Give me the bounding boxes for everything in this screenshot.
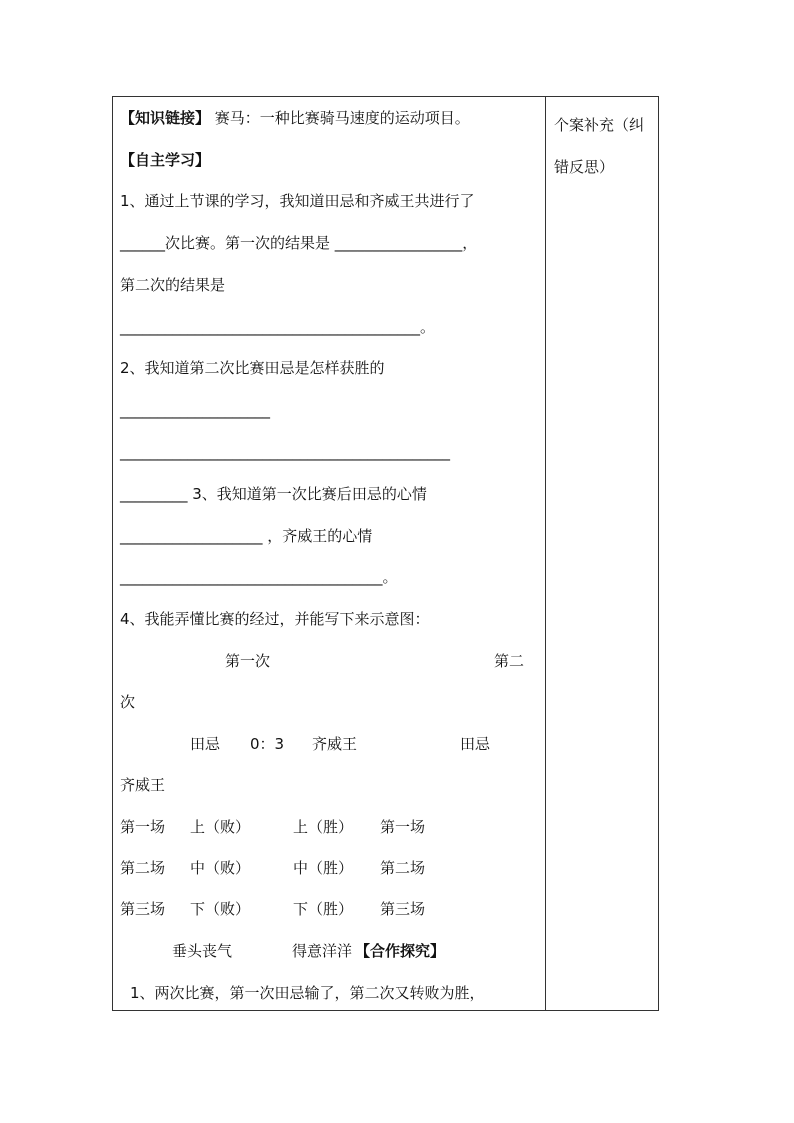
q1-line2: ______次比赛。第一次的结果是 _________________， <box>120 234 478 252</box>
knowledge-label: 【知识链接】 <box>120 109 211 127</box>
row2-b: 中（胜） <box>293 859 354 877</box>
row3-b: 下（胜） <box>293 900 354 918</box>
coop-heading: 【合作探究】 <box>355 942 446 960</box>
q3-line2: ___________________ ，齐威王的心情 <box>120 527 373 545</box>
knowledge-text: 赛马：一种比赛骑马速度的运动项目。 <box>210 109 470 127</box>
q2-line1: 2、我知道第二次比赛田忌是怎样获胜的 <box>120 359 385 377</box>
q3-line3: ___________________________________。 <box>120 568 398 586</box>
row3-left: 第三场 <box>120 900 166 918</box>
row2-left: 第二场 <box>120 859 166 877</box>
row1-a: 上（败） <box>190 818 251 836</box>
q2-line2: ____________________ <box>120 401 270 419</box>
column-divider <box>545 96 546 1011</box>
second-match-label-b: 次 <box>120 693 136 711</box>
row2-right: 第二场 <box>380 859 426 877</box>
mood-qiwei: 得意洋洋 <box>292 942 353 960</box>
q1-line4: ________________________________________。 <box>120 318 436 336</box>
row3-right: 第三场 <box>380 900 426 918</box>
qiwei-second: 齐威王 <box>120 776 166 794</box>
score-first: 0：3 <box>250 735 285 753</box>
row1-right: 第一场 <box>380 818 426 836</box>
mood-tianji: 垂头丧气 <box>172 942 233 960</box>
q3-line1: _________ 3、我知道第一次比赛后田忌的心情 <box>120 485 427 503</box>
q4-line1: 4、我能弄懂比赛的经过，并能写下来示意图： <box>120 610 430 628</box>
row2-a: 中（败） <box>190 859 251 877</box>
first-match-label: 第一次 <box>225 652 271 670</box>
second-match-label-a: 第二 <box>494 652 525 670</box>
tianji-second: 田忌 <box>460 735 491 753</box>
side-note: 个案补充（纠错反思） <box>554 116 645 176</box>
coop-q1: 1、两次比赛，第一次田忌输了，第二次又转败为胜， <box>130 984 485 1002</box>
q1-line3: 第二次的结果是 <box>120 276 226 294</box>
knowledge-link-line <box>120 108 470 128</box>
tianji-first: 田忌 <box>190 735 221 753</box>
row1-b: 上（胜） <box>293 818 354 836</box>
q1-line1: 1、通过上节课的学习，我知道田忌和齐威王共进行了 <box>120 192 475 210</box>
qiwei-first: 齐威王 <box>312 735 358 753</box>
row3-a: 下（败） <box>190 900 251 918</box>
q2-line3: ____________________________________________ <box>120 443 450 461</box>
self-study-heading: 【自主学习】 <box>120 151 211 169</box>
row1-left: 第一场 <box>120 818 166 836</box>
